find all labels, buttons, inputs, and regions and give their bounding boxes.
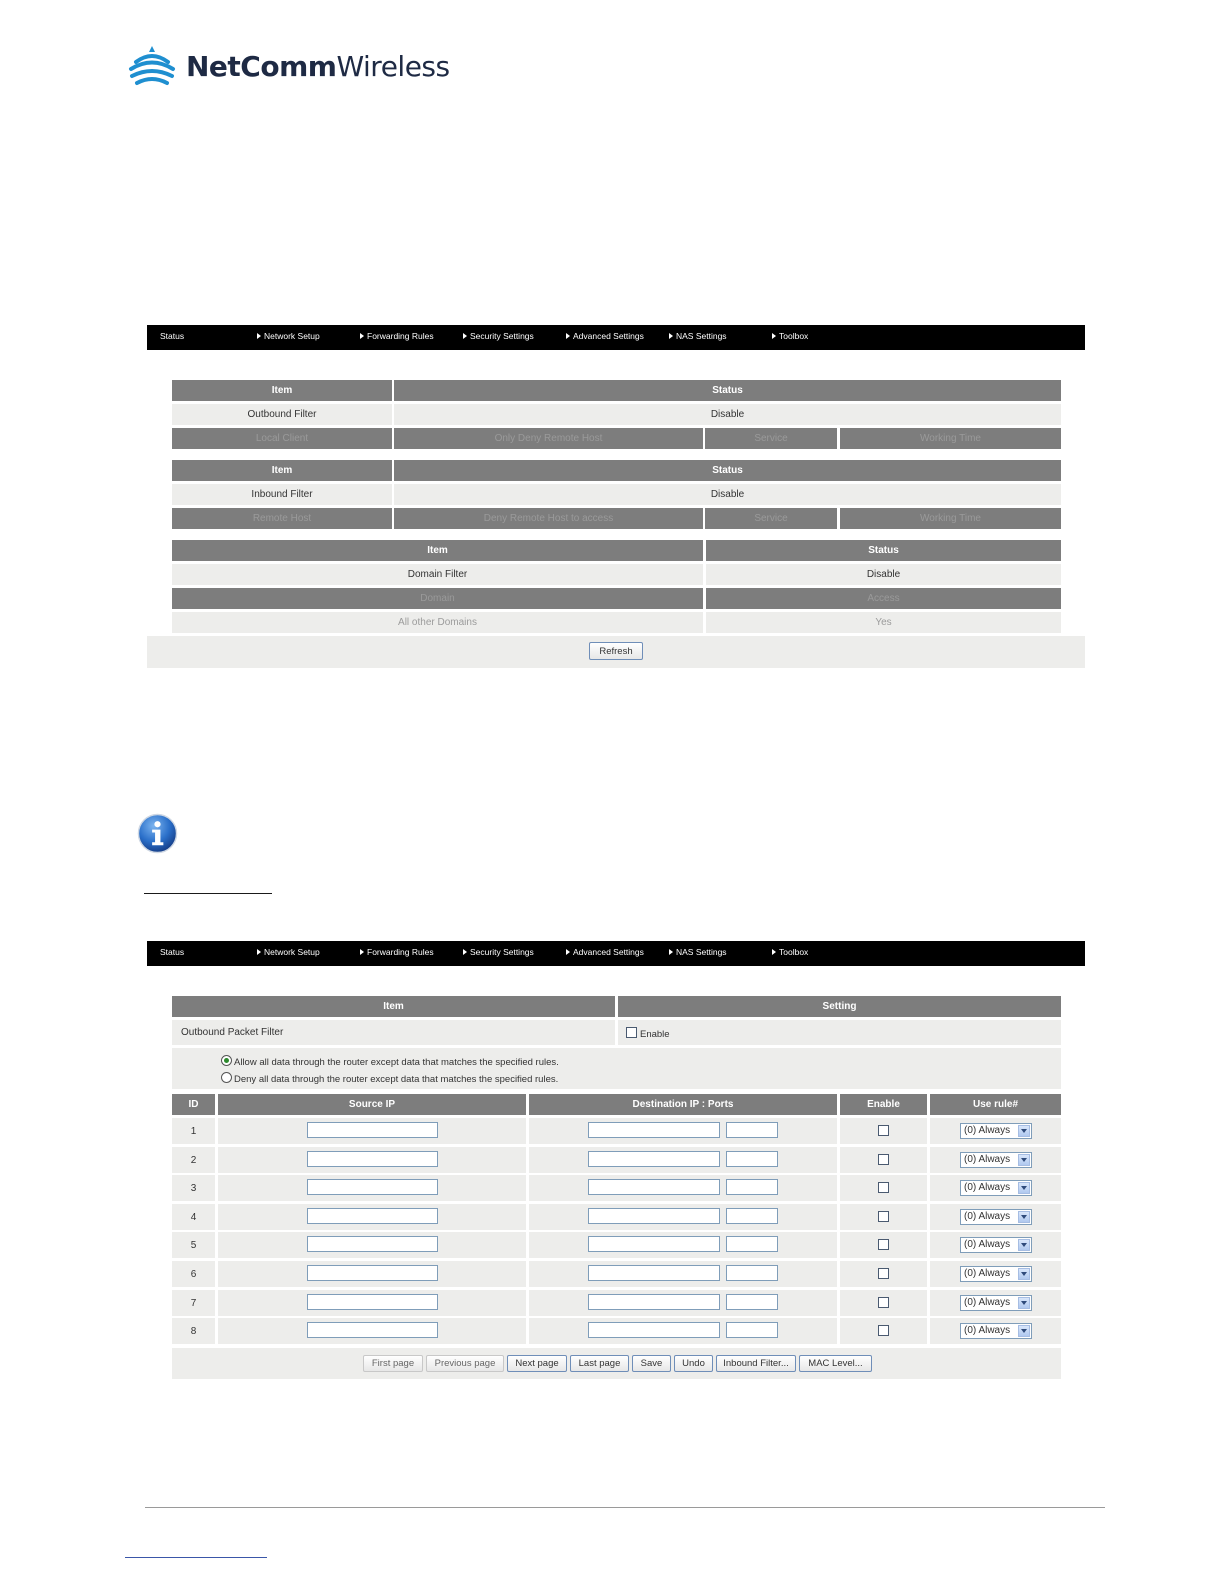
use-rule-select[interactable] [960,1123,1032,1139]
use-rule-select[interactable] [960,1180,1032,1196]
use-rule-select-value: (0) Always [964,1325,1011,1336]
rules-header-id: ID [172,1094,215,1115]
chevron-down-icon [1018,1297,1030,1309]
enable-cell [618,1020,1061,1045]
domain-filter-label: Domain Filter [172,564,703,585]
destination-port-input[interactable] [726,1179,778,1195]
destination-port-input[interactable] [726,1236,778,1252]
inbound-sub-working-time: Working Time [840,508,1061,529]
source-ip-input[interactable] [307,1322,438,1338]
rule-enable-checkbox[interactable] [878,1239,889,1250]
inbound-sub-deny-remote: Deny Remote Host to access [394,508,703,529]
arrow-right-icon [566,333,570,339]
top-nav-bar-2 [147,941,1085,966]
page-divider [145,1507,1105,1508]
inbound-filter-status: Disable [394,484,1061,505]
enable-label: Enable [640,1029,670,1040]
rules-header-source-ip: Source IP [218,1094,526,1115]
destination-port-input[interactable] [726,1208,778,1224]
outbound-packet-filter-label: Outbound Packet Filter [172,1020,615,1045]
rule-enable-checkbox[interactable] [878,1268,889,1279]
rule-enable-checkbox[interactable] [878,1154,889,1165]
source-ip-input[interactable] [307,1265,438,1281]
source-ip-input[interactable] [307,1122,438,1138]
arrow-right-icon [360,949,364,955]
nav-network-setup[interactable]: Network Setup [257,947,320,957]
chevron-down-icon [1018,1125,1030,1137]
destination-port-input[interactable] [726,1265,778,1281]
rule-id: 6 [172,1261,215,1287]
inbound-filter-button[interactable]: Inbound Filter... [716,1355,796,1372]
nav-nas-settings[interactable]: NAS Settings [669,331,727,341]
outbound-filter-status: Disable [394,404,1061,425]
deny-radio-label: Deny all data through the router except data that matches the specified rules. [234,1074,559,1085]
nav-toolbox[interactable]: Toolbox [772,947,808,957]
outbound-header-status: Status [394,380,1061,401]
chevron-down-icon [1018,1211,1030,1223]
destination-ip-input[interactable] [588,1236,720,1252]
rule-id: 7 [172,1290,215,1316]
outbound-sub-working-time: Working Time [840,428,1061,449]
arrow-right-icon [360,333,364,339]
use-rule-select-value: (0) Always [964,1268,1011,1279]
arrow-right-icon [257,949,261,955]
inbound-header-status: Status [394,460,1061,481]
source-ip-input[interactable] [307,1151,438,1167]
domain-sub-domain: Domain [172,588,703,609]
first-page-button[interactable]: First page [363,1355,423,1372]
source-ip-input[interactable] [307,1236,438,1252]
rules-header-enable: Enable [840,1094,927,1115]
setting-header-item: Item [172,996,615,1017]
arrow-right-icon [669,333,673,339]
rule-enable-checkbox[interactable] [878,1125,889,1136]
use-rule-select[interactable] [960,1152,1032,1168]
next-page-button[interactable]: Next page [507,1355,567,1372]
nav-advanced-settings[interactable]: Advanced Settings [566,331,644,341]
chevron-down-icon [1018,1154,1030,1166]
use-rule-select[interactable] [960,1266,1032,1282]
use-rule-select[interactable] [960,1323,1032,1339]
refresh-button[interactable]: Refresh [589,642,643,660]
brand-name: NetCommWireless [186,50,450,83]
nav-forwarding-rules[interactable]: Forwarding Rules [360,947,434,957]
outbound-sub-local-client: Local Client [172,428,392,449]
domain-header-item: Item [172,540,703,561]
setting-header-setting: Setting [618,996,1061,1017]
use-rule-select[interactable] [960,1237,1032,1253]
nav-security-settings[interactable]: Security Settings [463,947,534,957]
source-ip-input[interactable] [307,1294,438,1310]
arrow-right-icon [257,333,261,339]
rule-enable-checkbox[interactable] [878,1182,889,1193]
info-icon [137,813,178,854]
rule-id: 2 [172,1147,215,1173]
domain-filter-status: Disable [706,564,1061,585]
outbound-sub-service: Service [705,428,837,449]
last-page-button[interactable]: Last page [570,1355,629,1372]
rule-enable-checkbox[interactable] [878,1297,889,1308]
chevron-down-icon [1018,1268,1030,1280]
destination-port-input[interactable] [726,1122,778,1138]
inbound-filter-label: Inbound Filter [172,484,392,505]
rule-enable-checkbox[interactable] [878,1211,889,1222]
rule-id: 4 [172,1204,215,1230]
nav-status[interactable]: Status [160,331,185,341]
chevron-down-icon [1018,1325,1030,1337]
nav-forwarding-rules[interactable]: Forwarding Rules [360,331,434,341]
chevron-down-icon [1018,1239,1030,1251]
outbound-header-item: Item [172,380,392,401]
use-rule-select-value: (0) Always [964,1125,1011,1136]
chevron-down-icon [1018,1182,1030,1194]
domain-row-access: Yes [706,612,1061,633]
destination-port-input[interactable] [726,1294,778,1310]
inbound-header-item: Item [172,460,392,481]
domain-sub-access: Access [706,588,1061,609]
use-rule-select-value: (0) Always [964,1239,1011,1250]
destination-ip-input[interactable] [588,1265,720,1281]
use-rule-select[interactable] [960,1209,1032,1225]
netcomm-logo [128,44,448,92]
deny-radio[interactable] [221,1072,232,1083]
nav-advanced-settings[interactable]: Advanced Settings [566,947,644,957]
destination-port-input[interactable] [726,1322,778,1338]
destination-ip-input[interactable] [588,1179,720,1195]
rule-id: 5 [172,1232,215,1258]
nav-network-setup[interactable]: Network Setup [257,331,320,341]
wireless-logo-icon [128,44,178,92]
use-rule-select[interactable] [960,1295,1032,1311]
arrow-right-icon [772,949,776,955]
use-rule-select-value: (0) Always [964,1154,1011,1165]
rule-id: 3 [172,1175,215,1201]
divider-line [144,893,272,894]
destination-port-input[interactable] [726,1151,778,1167]
destination-ip-input[interactable] [588,1151,720,1167]
arrow-right-icon [772,333,776,339]
destination-ip-input[interactable] [588,1294,720,1310]
outbound-sub-deny-remote: Only Deny Remote Host [394,428,703,449]
inbound-sub-remote-host: Remote Host [172,508,392,529]
nav-toolbox[interactable]: Toolbox [772,331,808,341]
arrow-right-icon [669,949,673,955]
destination-ip-input[interactable] [588,1322,720,1338]
outbound-filter-label: Outbound Filter [172,404,392,425]
use-rule-select-value: (0) Always [964,1182,1011,1193]
rule-id: 1 [172,1118,215,1144]
nav-security-settings[interactable]: Security Settings [463,331,534,341]
nav-nas-settings[interactable]: NAS Settings [669,947,727,957]
source-ip-input[interactable] [307,1179,438,1195]
save-button[interactable]: Save [632,1355,671,1372]
nav-status[interactable]: Status [160,947,185,957]
rules-header-destination: Destination IP : Ports [529,1094,837,1115]
arrow-right-icon [463,949,467,955]
inbound-sub-service: Service [705,508,837,529]
rule-id: 8 [172,1318,215,1344]
rules-header-use-rule: Use rule# [930,1094,1061,1115]
arrow-right-icon [463,333,467,339]
allow-radio-label: Allow all data through the router except data that matches the specified rules. [234,1057,559,1068]
enable-checkbox[interactable] [626,1027,637,1038]
previous-page-button[interactable]: Previous page [426,1355,504,1372]
destination-ip-input[interactable] [588,1122,720,1138]
rule-enable-checkbox[interactable] [878,1325,889,1336]
source-ip-input[interactable] [307,1208,438,1224]
destination-ip-input[interactable] [588,1208,720,1224]
use-rule-select-value: (0) Always [964,1211,1011,1222]
use-rule-select-value: (0) Always [964,1297,1011,1308]
allow-radio[interactable] [221,1055,232,1066]
mac-level-button[interactable]: MAC Level... [799,1355,872,1372]
footer-link-line [125,1557,267,1558]
arrow-right-icon [566,949,570,955]
top-nav-bar [147,325,1085,350]
domain-header-status: Status [706,540,1061,561]
domain-row-name: All other Domains [172,612,703,633]
undo-button[interactable]: Undo [674,1355,713,1372]
